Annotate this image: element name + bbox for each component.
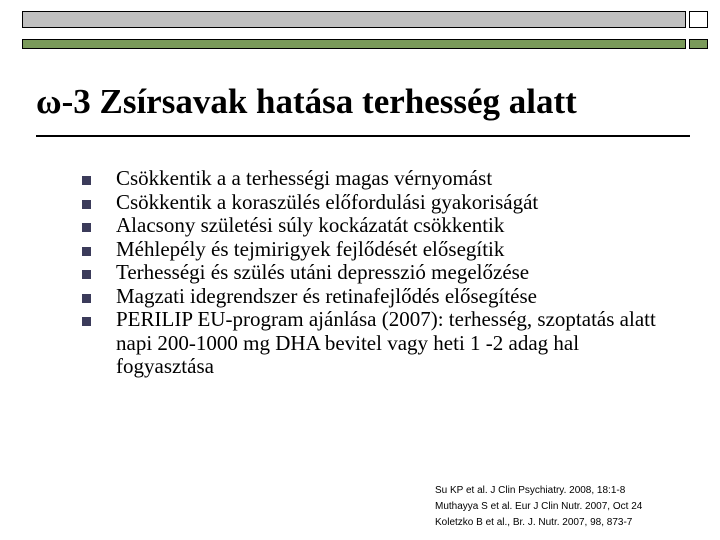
bullet-item bbox=[82, 261, 682, 285]
reference-line: Muthayya S et al. Eur J Clin Nutr. 2007, Oct 24 bbox=[435, 501, 643, 512]
bullet-list bbox=[82, 167, 682, 379]
bullet-square-icon bbox=[82, 200, 91, 209]
bullet-item bbox=[82, 191, 682, 215]
slide-header-decoration bbox=[22, 11, 708, 37]
header-corner-box-green bbox=[689, 39, 708, 49]
bullet-text: Méhlepély és tejmirigyek fejlődését elősegítik bbox=[116, 236, 505, 261]
bullet-text: Terhességi és szülés utáni depresszió megelőzése bbox=[116, 260, 530, 284]
bullet-text: Csökkentik a koraszülés előfordulási gyakoriságát bbox=[116, 189, 539, 214]
bullet-text: PERILIP EU-program ajánlása (2007): terhesség, szoptatás alatt napi 200-1000 mg DHA bevitel vagy heti 1 -2 adag hal fogyasztása bbox=[116, 307, 656, 378]
references bbox=[435, 483, 642, 531]
bullet-square-icon bbox=[82, 317, 91, 326]
bullet-square-icon bbox=[82, 294, 91, 303]
bullet-item bbox=[82, 308, 682, 379]
bullet-item bbox=[82, 238, 682, 262]
bullet-text: Csökkentik a a terhességi magas vérnyomást bbox=[116, 166, 493, 190]
title-underline bbox=[36, 135, 690, 137]
bullet-text: Alacsony születési súly kockázatát csökkentik bbox=[116, 213, 505, 237]
bullet-item bbox=[82, 214, 682, 238]
bullet-square-icon bbox=[82, 247, 91, 256]
bullet-item bbox=[82, 167, 682, 191]
bullet-square-icon bbox=[82, 223, 91, 232]
bullet-square-icon bbox=[82, 270, 91, 279]
reference-line: Su KP et al. J Clin Psychiatry. 2008, 18:1-8 bbox=[435, 485, 626, 496]
reference-line: Koletzko B et al., Br. J. Nutr. 2007, 98, 873-7 bbox=[435, 517, 633, 528]
slide-title: ω-3 Zsírsavak hatása terhesség alatt bbox=[36, 82, 577, 121]
header-gray-bar bbox=[22, 11, 686, 28]
header-corner-box bbox=[689, 11, 708, 28]
bullet-text: Magzati idegrendszer és retinafejlődés elősegítése bbox=[116, 283, 537, 308]
bullet-item bbox=[82, 285, 682, 309]
bullet-square-icon bbox=[82, 176, 91, 185]
header-green-bar bbox=[22, 39, 686, 49]
